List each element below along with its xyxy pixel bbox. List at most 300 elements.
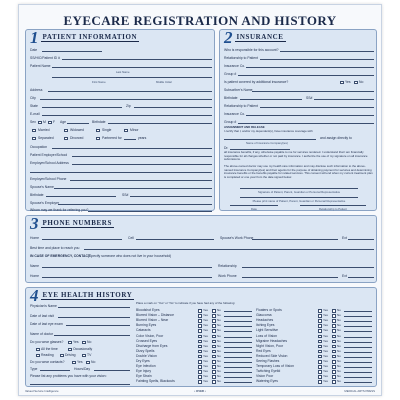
- condition-no-label: No: [217, 359, 221, 363]
- condition-no-label: No: [337, 374, 341, 379]
- spouse-work-field[interactable]: [252, 239, 338, 240]
- conditions-instruction: Place a mark on "Yes" or "No" to indicate if you have had any of the following:: [136, 301, 236, 305]
- condition-yes-checkbox[interactable]: [198, 345, 202, 349]
- condition-yes-checkbox[interactable]: [198, 380, 202, 384]
- last-eye-exam-field[interactable]: [66, 325, 130, 326]
- condition-yes-label: Yes: [323, 343, 328, 348]
- all-time-label: All the time: [41, 347, 58, 351]
- ins-co-field[interactable]: [246, 67, 374, 68]
- best-time-field[interactable]: [84, 249, 374, 250]
- last-visit-field[interactable]: [58, 317, 130, 318]
- condition-yes-checkbox[interactable]: [318, 365, 322, 369]
- condition-yes-label: Yes: [323, 359, 328, 363]
- minor-checkbox[interactable]: [124, 129, 128, 133]
- age-label: Age: [60, 120, 67, 124]
- condition-no-checkbox[interactable]: [332, 365, 336, 369]
- covered-no-checkbox[interactable]: [354, 81, 358, 85]
- type-row: [30, 365, 130, 372]
- condition-notes-field[interactable]: [224, 357, 252, 358]
- ins-co2-field[interactable]: [246, 115, 374, 116]
- glasses-usage-row-2: [30, 351, 130, 358]
- condition-notes-field[interactable]: [344, 377, 372, 378]
- condition-yes-label: Yes: [203, 353, 208, 358]
- footer-over: • OVER •: [194, 389, 206, 393]
- city-field[interactable]: [40, 99, 212, 100]
- condition-no-checkbox[interactable]: [212, 345, 216, 349]
- condition-notes-field[interactable]: [224, 377, 252, 378]
- referral-field[interactable]: [88, 211, 212, 212]
- covered-no-label: No: [359, 80, 364, 84]
- condition-yes-checkbox[interactable]: [318, 360, 322, 364]
- spouse-birthdate-label: Birthdate: [30, 193, 44, 197]
- condition-no-label: No: [337, 348, 341, 353]
- assign-line-row: [224, 134, 374, 141]
- spouse-ss-label: SS#: [122, 193, 129, 197]
- phones-row-1: [30, 234, 374, 241]
- condition-yes-checkbox[interactable]: [318, 324, 322, 328]
- condition-yes-checkbox[interactable]: [318, 345, 322, 349]
- condition-notes-field[interactable]: [224, 342, 252, 343]
- condition-notes-field[interactable]: [344, 331, 372, 332]
- condition-notes-field[interactable]: [224, 316, 252, 317]
- condition-no-label: No: [217, 353, 221, 358]
- spouse-birthdate-field[interactable]: [46, 196, 116, 197]
- group2-row: [224, 118, 374, 125]
- emergency-label: IN CASE OF EMERGENCY, CONTACT: [30, 254, 91, 258]
- condition-yes-checkbox[interactable]: [198, 309, 202, 313]
- condition-no-label: No: [217, 364, 221, 369]
- ext2-field[interactable]: [348, 277, 374, 278]
- city-row: [30, 94, 212, 101]
- condition-no-checkbox[interactable]: [212, 309, 216, 313]
- eye-health-header: [30, 285, 134, 305]
- section-title: PATIENT INFORMATION: [42, 33, 138, 41]
- contacts-yes-checkbox[interactable]: [72, 361, 76, 365]
- vision-problems-row: [30, 372, 130, 379]
- contacts-row: [30, 358, 130, 365]
- ins-ss-label: SS#: [306, 96, 313, 100]
- separated-checkbox[interactable]: [32, 137, 36, 141]
- condition-label: Red Eyes: [256, 348, 271, 353]
- group-field[interactable]: [238, 75, 374, 76]
- sig-relationship-caption: Relationship to Patient: [300, 205, 366, 211]
- sex-m-checkbox[interactable]: [38, 121, 42, 125]
- separated-label: Separated: [38, 136, 54, 140]
- condition-yes-label: Yes: [323, 364, 328, 369]
- ins-co2-label: Insurance Co.: [224, 112, 246, 116]
- condition-yes-checkbox[interactable]: [198, 329, 202, 333]
- ins-co-label: Insurance Co.: [224, 64, 246, 68]
- assignment-title: ASSIGNMENT AND RELEASE: [224, 125, 265, 129]
- ext-label: Ext: [342, 236, 347, 240]
- insurance-header: [224, 27, 286, 47]
- condition-no-label: No: [217, 348, 221, 353]
- insurance-name-caption: Name of Insurance Company(ies): [246, 141, 288, 145]
- tv-checkbox[interactable]: [82, 354, 86, 358]
- condition-no-checkbox[interactable]: [212, 365, 216, 369]
- condition-no-label: No: [217, 379, 221, 384]
- emergency-home-field[interactable]: [42, 277, 212, 278]
- partnered-checkbox[interactable]: [96, 137, 100, 141]
- subscriber-label: Subscriber's Name: [224, 88, 253, 92]
- condition-no-checkbox[interactable]: [332, 340, 336, 344]
- condition-yes-checkbox[interactable]: [318, 329, 322, 333]
- condition-notes-field[interactable]: [224, 362, 252, 363]
- widowed-label: Widowed: [70, 128, 84, 132]
- ins-ss-field[interactable]: [314, 99, 374, 100]
- spouse-employer-row: [30, 199, 212, 206]
- condition-yes-checkbox[interactable]: [318, 314, 322, 318]
- signature-caption: Signature of Patient, Parent, Guardian or Personal Representative: [240, 188, 358, 194]
- doctor-name-field[interactable]: [54, 335, 130, 336]
- condition-no-checkbox[interactable]: [212, 380, 216, 384]
- last-eye-exam-label: Date of last eye exam: [30, 322, 63, 326]
- emergency-relationship-field[interactable]: [242, 267, 374, 268]
- condition-notes-field[interactable]: [344, 337, 372, 338]
- condition-no-label: No: [337, 333, 341, 338]
- condition-no-label: No: [337, 338, 341, 343]
- condition-yes-label: Yes: [323, 379, 328, 384]
- glasses-no-checkbox[interactable]: [82, 341, 86, 345]
- condition-no-label: No: [337, 328, 341, 333]
- condition-label: Night Vision, Poor: [256, 343, 284, 348]
- responsible-field[interactable]: [280, 51, 374, 52]
- condition-no-checkbox[interactable]: [212, 314, 216, 318]
- condition-notes-field[interactable]: [344, 362, 372, 363]
- condition-label: Bloodshot Eyes: [136, 308, 160, 312]
- condition-yes-checkbox[interactable]: [198, 375, 202, 379]
- date-label: Date: [30, 48, 38, 52]
- condition-notes-field[interactable]: [344, 342, 372, 343]
- group-row: [224, 70, 374, 77]
- widowed-checkbox[interactable]: [64, 129, 68, 133]
- condition-yes-checkbox[interactable]: [198, 335, 202, 339]
- employer-address-line-2: [30, 167, 212, 174]
- condition-row: [256, 379, 374, 384]
- marital-row-1: [30, 126, 212, 133]
- condition-label: Crossed Eyes: [136, 338, 158, 343]
- group2-field[interactable]: [238, 123, 374, 124]
- condition-yes-checkbox[interactable]: [318, 309, 322, 313]
- work-phone-field[interactable]: [242, 277, 338, 278]
- condition-row: [136, 379, 254, 384]
- condition-yes-checkbox[interactable]: [318, 380, 322, 384]
- condition-label: Cataracts: [136, 328, 151, 333]
- sex-m-label: M: [43, 120, 46, 124]
- relationship-row: [224, 54, 374, 61]
- condition-yes-checkbox[interactable]: [318, 375, 322, 379]
- condition-no-checkbox[interactable]: [332, 309, 336, 313]
- condition-notes-field[interactable]: [224, 321, 252, 322]
- partnered-label: Partnered for: [102, 136, 122, 140]
- driving-checkbox[interactable]: [60, 354, 64, 358]
- physician-field[interactable]: [58, 307, 130, 308]
- condition-yes-checkbox[interactable]: [318, 340, 322, 344]
- zip-field[interactable]: [134, 107, 212, 108]
- condition-yes-checkbox[interactable]: [198, 360, 202, 364]
- condition-no-checkbox[interactable]: [212, 375, 216, 379]
- employer-phone-row: [30, 175, 212, 182]
- type-field[interactable]: [40, 370, 70, 371]
- date-row: [30, 46, 212, 53]
- married-label: Married: [38, 128, 50, 132]
- condition-no-label: No: [217, 374, 221, 379]
- physician-label: Physician's Name: [30, 304, 57, 308]
- contacts-no-label: No: [91, 360, 96, 364]
- occasionally-label: Occasionally: [73, 347, 93, 351]
- ss-field[interactable]: [62, 59, 212, 60]
- contacts-no-checkbox[interactable]: [86, 361, 90, 365]
- condition-no-checkbox[interactable]: [212, 350, 216, 354]
- ins-birthdate-field[interactable]: [240, 99, 302, 100]
- married-checkbox[interactable]: [32, 129, 36, 133]
- reading-checkbox[interactable]: [36, 354, 40, 358]
- emergency-note: (Specify someone who does not live in your household): [88, 254, 172, 258]
- employer-address-label: Employer/School Address: [30, 161, 69, 165]
- ins-co2-row: [224, 110, 374, 117]
- condition-yes-label: Yes: [203, 359, 208, 363]
- condition-no-checkbox[interactable]: [332, 345, 336, 349]
- name-label: Patient Name: [30, 64, 51, 68]
- employer-phone-field[interactable]: [70, 180, 212, 181]
- relationship2-row: [224, 102, 374, 109]
- condition-yes-checkbox[interactable]: [198, 319, 202, 323]
- spouse-name-field[interactable]: [54, 188, 212, 189]
- employer-address-field-2[interactable]: [30, 172, 212, 173]
- hours-day-field[interactable]: [94, 370, 130, 371]
- occupation-field[interactable]: [52, 148, 212, 149]
- condition-yes-label: Yes: [203, 364, 208, 369]
- condition-notes-field[interactable]: [224, 331, 252, 332]
- subscriber-field[interactable]: [252, 91, 374, 92]
- condition-no-checkbox[interactable]: [212, 319, 216, 323]
- condition-yes-label: Yes: [203, 318, 208, 323]
- condition-notes-field[interactable]: [344, 347, 372, 348]
- condition-no-checkbox[interactable]: [212, 335, 216, 339]
- condition-yes-label: Yes: [203, 328, 208, 333]
- condition-label: Itching Eyes: [256, 323, 275, 328]
- years-label: years: [138, 136, 147, 140]
- condition-notes-field[interactable]: [224, 326, 252, 327]
- condition-notes-field[interactable]: [224, 337, 252, 338]
- patient-information-panel: [25, 29, 215, 211]
- condition-no-checkbox[interactable]: [332, 350, 336, 354]
- single-checkbox[interactable]: [96, 129, 100, 133]
- condition-notes-field[interactable]: [344, 352, 372, 353]
- covered-yes-checkbox[interactable]: [340, 81, 344, 85]
- covered-row: [224, 78, 374, 85]
- condition-yes-label: Yes: [203, 348, 208, 353]
- section-number: 1: [30, 27, 39, 47]
- condition-no-checkbox[interactable]: [212, 340, 216, 344]
- address-field[interactable]: [48, 91, 212, 92]
- condition-yes-checkbox[interactable]: [318, 335, 322, 339]
- condition-yes-checkbox[interactable]: [198, 340, 202, 344]
- condition-yes-label: Yes: [323, 338, 328, 343]
- condition-notes-field[interactable]: [344, 316, 372, 317]
- condition-no-checkbox[interactable]: [332, 370, 336, 374]
- condition-no-checkbox[interactable]: [212, 360, 216, 364]
- condition-yes-checkbox[interactable]: [318, 319, 322, 323]
- condition-no-checkbox[interactable]: [332, 360, 336, 364]
- condition-notes-field[interactable]: [344, 311, 372, 312]
- condition-notes-field[interactable]: [344, 367, 372, 368]
- condition-notes-field[interactable]: [344, 326, 372, 327]
- ss-label: SS/HIC/Patient ID #: [30, 56, 60, 60]
- age-field[interactable]: [67, 123, 89, 124]
- condition-yes-label: Yes: [203, 379, 208, 384]
- condition-no-label: No: [337, 343, 341, 348]
- name-field[interactable]: [52, 67, 212, 68]
- state-label: State: [30, 104, 38, 108]
- condition-no-label: No: [337, 353, 341, 358]
- section-number: 2: [224, 27, 233, 47]
- condition-no-label: No: [217, 323, 221, 328]
- employer-field[interactable]: [72, 156, 212, 157]
- condition-no-checkbox[interactable]: [332, 380, 336, 384]
- condition-notes-field[interactable]: [224, 382, 252, 383]
- condition-no-checkbox[interactable]: [332, 355, 336, 359]
- condition-no-checkbox[interactable]: [332, 314, 336, 318]
- condition-yes-checkbox[interactable]: [198, 365, 202, 369]
- condition-yes-checkbox[interactable]: [318, 355, 322, 359]
- condition-notes-field[interactable]: [344, 372, 372, 373]
- condition-notes-field[interactable]: [344, 321, 372, 322]
- condition-yes-checkbox[interactable]: [198, 370, 202, 374]
- assignment-text-4: The above-named doctor may use my health care information and may disclose such information to the above-named Insurance Company(ies) and their agents for the purpose of obtaining payment for services and determining insurance benefits or the benefits payable for related services. This consent will end when my current treatment plan is completed or one year from the date signed below.: [224, 164, 373, 179]
- condition-label: Vision Poor: [256, 374, 274, 379]
- employer-phone-label: Employer/School Phone: [30, 177, 67, 181]
- condition-yes-label: Yes: [323, 348, 328, 353]
- marital-row-2: [30, 134, 212, 141]
- reading-label: Reading: [41, 353, 54, 357]
- condition-notes-field[interactable]: [224, 311, 252, 312]
- condition-no-checkbox[interactable]: [332, 329, 336, 333]
- condition-notes-field[interactable]: [344, 382, 372, 383]
- condition-label: Watering Eyes: [256, 379, 278, 384]
- employer-address-field[interactable]: [72, 164, 212, 165]
- birthdate-field[interactable]: [108, 123, 212, 124]
- address-label: Address: [30, 88, 43, 92]
- condition-label: Glaucoma: [256, 313, 272, 318]
- vision-problems-line: [30, 379, 130, 386]
- condition-no-checkbox[interactable]: [212, 355, 216, 359]
- responsible-label: Who is responsible for this account?: [224, 48, 279, 52]
- cell-phone-field[interactable]: [136, 239, 214, 240]
- tv-label: TV: [87, 353, 92, 357]
- glasses-yes-checkbox[interactable]: [68, 341, 72, 345]
- divorced-checkbox[interactable]: [64, 137, 68, 141]
- last-name-caption: Last Name: [116, 70, 130, 74]
- covered-label: Is patient covered by additional insurance?: [224, 80, 289, 84]
- condition-no-checkbox[interactable]: [332, 319, 336, 323]
- condition-yes-checkbox[interactable]: [198, 355, 202, 359]
- condition-label: Seeing Flashes: [256, 359, 280, 363]
- condition-label: Loss of Vision: [256, 333, 278, 338]
- condition-label: Light Sensitive: [256, 328, 279, 333]
- condition-notes-field[interactable]: [224, 352, 252, 353]
- assign-to-label: and assign directly to: [320, 136, 352, 140]
- condition-label: Double Vision: [136, 353, 157, 358]
- ss-row: [30, 54, 212, 61]
- sig-date-caption: Date: [230, 205, 278, 211]
- condition-notes-field[interactable]: [224, 347, 252, 348]
- glasses-no-label: No: [87, 340, 92, 344]
- condition-no-checkbox[interactable]: [212, 324, 216, 328]
- condition-yes-label: Yes: [323, 323, 328, 328]
- form-sheet: [18, 4, 382, 396]
- condition-label: Eye Infection: [136, 364, 156, 369]
- zip-label: Zip: [126, 104, 131, 108]
- phone-numbers-panel: [25, 215, 377, 283]
- condition-no-checkbox[interactable]: [212, 370, 216, 374]
- relationship-field[interactable]: [260, 59, 374, 60]
- home-phone-field[interactable]: [42, 239, 122, 240]
- condition-yes-label: Yes: [203, 323, 208, 328]
- occupation-row: [30, 143, 212, 150]
- email-field[interactable]: [42, 115, 212, 116]
- condition-label: Fainting Spells, Blackouts: [136, 379, 175, 384]
- date-field[interactable]: [42, 51, 102, 52]
- partnered-years-field[interactable]: [124, 139, 136, 140]
- hours-day-label: Hours/Day: [74, 367, 91, 371]
- first-name-field[interactable]: [52, 77, 212, 78]
- condition-yes-checkbox[interactable]: [318, 370, 322, 374]
- condition-label: Blurred Vision – Distance: [136, 313, 175, 318]
- vision-problems-field[interactable]: [30, 384, 130, 385]
- email-label: E-mail: [30, 112, 40, 116]
- condition-no-checkbox[interactable]: [212, 329, 216, 333]
- condition-no-checkbox[interactable]: [332, 324, 336, 328]
- condition-notes-field[interactable]: [224, 372, 252, 373]
- condition-label: Eye Injury: [136, 369, 152, 374]
- group2-label: Group #: [224, 120, 237, 124]
- physician-row: [30, 302, 130, 309]
- condition-no-label: No: [217, 338, 221, 343]
- section-title: PHONE NUMBERS: [42, 219, 112, 227]
- phone-numbers-header: [30, 213, 114, 233]
- employer-row: [30, 151, 212, 158]
- spouse-employer-field[interactable]: [58, 204, 212, 205]
- ext-field[interactable]: [348, 239, 374, 240]
- divorced-label: Divorced: [70, 136, 84, 140]
- condition-no-checkbox[interactable]: [332, 375, 336, 379]
- condition-yes-label: Yes: [323, 328, 328, 333]
- sex-f-checkbox[interactable]: [48, 121, 52, 125]
- condition-no-checkbox[interactable]: [332, 335, 336, 339]
- relationship2-label: Relationship to Patient: [224, 104, 258, 108]
- last-visit-label: Date of last visit: [30, 314, 54, 318]
- condition-notes-field[interactable]: [224, 367, 252, 368]
- condition-no-label: No: [337, 369, 341, 374]
- emergency-name-field[interactable]: [42, 267, 212, 268]
- spouse-ss-field[interactable]: [130, 196, 212, 197]
- state-field[interactable]: [42, 107, 122, 108]
- condition-label: Reduced Side Vision: [256, 353, 288, 358]
- condition-yes-checkbox[interactable]: [198, 324, 202, 328]
- condition-no-label: No: [337, 308, 341, 312]
- condition-yes-checkbox[interactable]: [198, 314, 202, 318]
- glasses-yes-label: Yes: [73, 340, 79, 344]
- driving-label: Driving: [65, 353, 76, 357]
- condition-notes-field[interactable]: [344, 357, 372, 358]
- condition-yes-checkbox[interactable]: [198, 350, 202, 354]
- assign-insurance-field[interactable]: [224, 139, 316, 140]
- wear-glasses-label: Do you wear glasses?: [30, 340, 64, 344]
- doctor-name-row: [30, 330, 130, 337]
- relationship2-field[interactable]: [260, 107, 374, 108]
- condition-yes-checkbox[interactable]: [318, 350, 322, 354]
